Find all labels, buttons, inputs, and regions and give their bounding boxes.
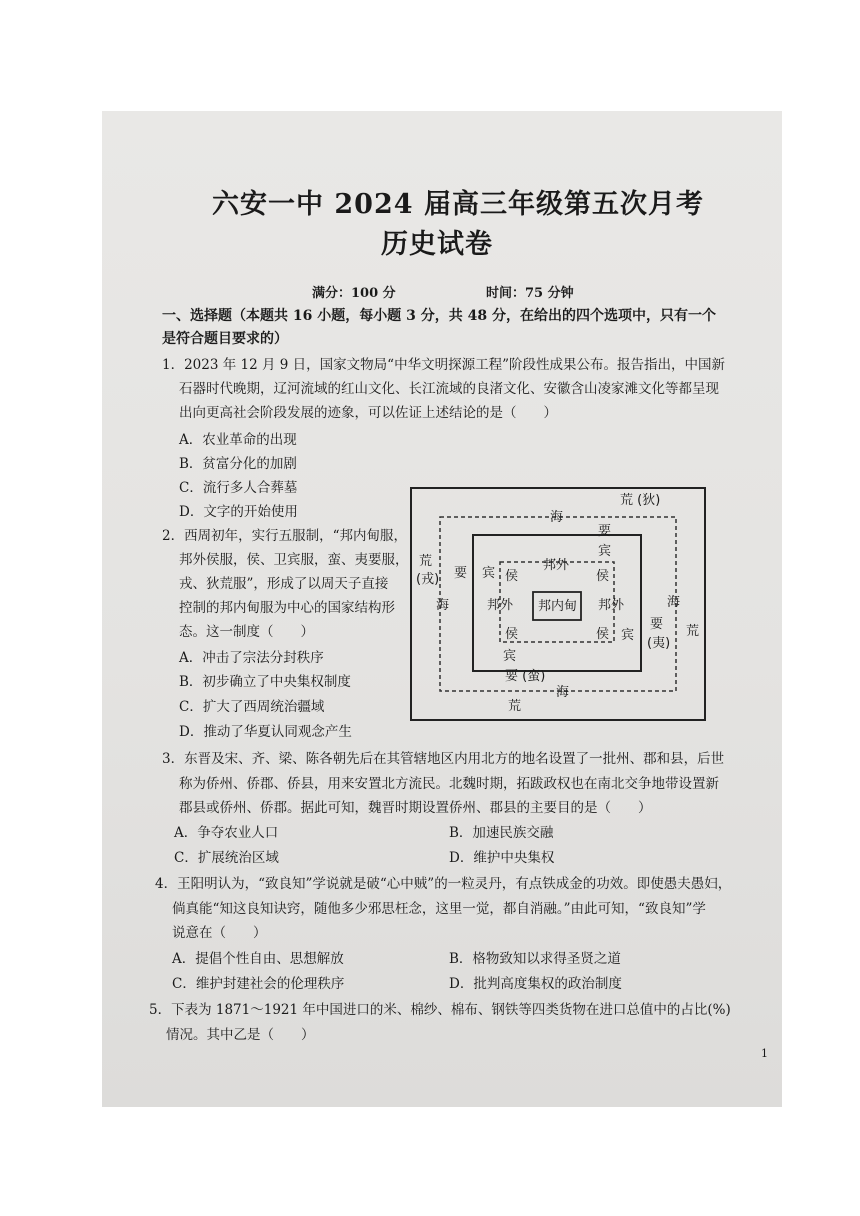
label-huang-right: 荒 bbox=[686, 624, 700, 639]
question-1-line: 石器时代晚期，辽河流域的红山文化、长江流域的良渚文化、安徽含山凌家滩文化等都呈现 bbox=[179, 381, 719, 397]
question-2-option-a[interactable]: A．冲击了宗法分封秩序 bbox=[179, 650, 324, 666]
question-2-line: 控制的邦内甸服为中心的国家结构形 bbox=[179, 600, 395, 616]
section-heading-cont: 是符合题目要求的） bbox=[162, 331, 288, 347]
question-2-line: 邦外侯服，侯、卫宾服，蛮、夷要服， bbox=[179, 552, 409, 568]
label-yao-man: 要 (蛮) bbox=[505, 669, 546, 684]
label-yao-left: 要 bbox=[454, 566, 468, 581]
question-1-option-a[interactable]: A．农业革命的出现 bbox=[179, 432, 297, 448]
question-4-option-c[interactable]: C．维护封建社会的伦理秩序 bbox=[172, 976, 345, 992]
question-5-line: 情况。其中乙是（ ） bbox=[166, 1027, 315, 1043]
question-3-option-c[interactable]: C．扩展统治区域 bbox=[174, 850, 279, 866]
exam-subtitle: 历史试卷 bbox=[381, 229, 493, 260]
question-1-option-d[interactable]: D．文字的开始使用 bbox=[179, 504, 298, 520]
label-bangwai-left: 邦外 bbox=[487, 598, 514, 613]
exam-title: 六安一中 2024 届高三年级第五次月考 bbox=[212, 189, 704, 220]
question-4-option-a[interactable]: A．提倡个性自由、思想解放 bbox=[172, 951, 344, 967]
label-yao-right: 要 bbox=[650, 617, 664, 632]
label-bin-right: 宾 bbox=[621, 628, 635, 643]
label-huang-bottom: 荒 bbox=[508, 699, 522, 714]
question-5-line: 5．下表为 1871～1921 年中国进口的米、棉纱、棉布、钢铁等四类货物在进口总值中的占比(%) bbox=[149, 1002, 731, 1018]
label-sea-right: 海 bbox=[667, 595, 681, 610]
question-4-option-b[interactable]: B．格物致知以求得圣贤之道 bbox=[449, 951, 621, 967]
question-4-line: 说意在（ ） bbox=[172, 925, 267, 941]
question-3-line: 称为侨州、侨郡、侨县，用来安置北方流民。北魏时期，拓跋政权也在南北交争地带设置新 bbox=[179, 776, 719, 792]
question-1-line: 出向更高社会阶段发展的迹象，可以佐证上述结论的是（ ） bbox=[179, 405, 557, 421]
label-hou-bottom-left: 侯 bbox=[505, 627, 519, 642]
question-4-line: 倘真能“知这良知诀窍，随他多少邪思枉念，这里一觉，都自消融。”由此可知，“致良知”学 bbox=[172, 901, 706, 917]
label-hou-top-right: 侯 bbox=[596, 569, 610, 584]
question-2-option-b[interactable]: B．初步确立了中央集权制度 bbox=[179, 674, 351, 690]
label-sea-bottom: 海 bbox=[556, 685, 570, 700]
page-number: 1 bbox=[761, 1047, 768, 1060]
question-2-line: 2．西周初年，实行五服制，“邦内甸服， bbox=[162, 528, 407, 544]
label-huang-left: 荒 bbox=[419, 554, 433, 569]
wufu-diagram bbox=[410, 487, 706, 721]
question-4-line: 4．王阳明认为，“致良知”学说就是破“心中贼”的一粒灵丹，有点铁成金的功效。即使愚夫愚妇， bbox=[155, 876, 732, 892]
question-2-option-d[interactable]: D．推动了华夏认同观念产生 bbox=[179, 724, 352, 740]
question-2-line: 戎、狄荒服”，形成了以周天子直接 bbox=[179, 576, 389, 592]
question-3-line: 3．东晋及宋、齐、梁、陈各朝先后在其管辖地区内用北方的地名设置了一批州、郡和县，后世 bbox=[162, 751, 725, 767]
label-yi: (夷) bbox=[647, 636, 671, 651]
label-bin-left: 宾 bbox=[482, 566, 496, 581]
question-1-option-b[interactable]: B．贫富分化的加剧 bbox=[179, 456, 297, 472]
label-bangneidian: 邦内甸 bbox=[538, 599, 578, 614]
label-sea-top: 海 bbox=[550, 510, 564, 525]
question-2-line: 态。这一制度（ ） bbox=[179, 624, 314, 640]
question-3-option-d[interactable]: D．维护中央集权 bbox=[449, 850, 555, 866]
label-bangwai-right: 邦外 bbox=[598, 598, 625, 613]
section-heading: 一、选择题（本题共 16 小题，每小题 3 分，共 48 分，在给出的四个选项中，只有一个 bbox=[162, 308, 716, 324]
question-1-line: 1．2023 年 12 月 9 日，国家文物局“中华文明探源工程”阶段性成果公布。报告指出，中国新 bbox=[162, 357, 725, 373]
question-4-option-d[interactable]: D．批判高度集权的政治制度 bbox=[449, 976, 622, 992]
question-3-option-b[interactable]: B．加速民族交融 bbox=[449, 825, 554, 841]
question-3-line: 郡县或侨州、侨郡。据此可知，魏晋时期设置侨州、郡县的主要目的是（ ） bbox=[179, 800, 652, 816]
label-rong: (戎) bbox=[416, 572, 440, 587]
label-bangwai-top: 邦外 bbox=[543, 558, 570, 573]
label-hou-bottom-right: 侯 bbox=[596, 627, 610, 642]
label-yao-top: 要 bbox=[598, 524, 612, 539]
full-score: 满分：100 分 bbox=[312, 286, 396, 301]
question-3-option-a[interactable]: A．争夺农业人口 bbox=[174, 825, 279, 841]
label-hou-top-left: 侯 bbox=[505, 569, 519, 584]
question-1-option-c[interactable]: C．流行多人合葬墓 bbox=[179, 480, 298, 496]
label-sea-left: 海 bbox=[436, 598, 450, 613]
label-bin-top: 宾 bbox=[598, 544, 612, 559]
label-huang-di: 荒 (狄) bbox=[620, 493, 661, 508]
question-2-option-c[interactable]: C．扩大了西周统治疆域 bbox=[179, 699, 325, 715]
label-bin-bottom: 宾 bbox=[503, 649, 517, 664]
exam-time: 时间：75 分钟 bbox=[486, 286, 574, 301]
